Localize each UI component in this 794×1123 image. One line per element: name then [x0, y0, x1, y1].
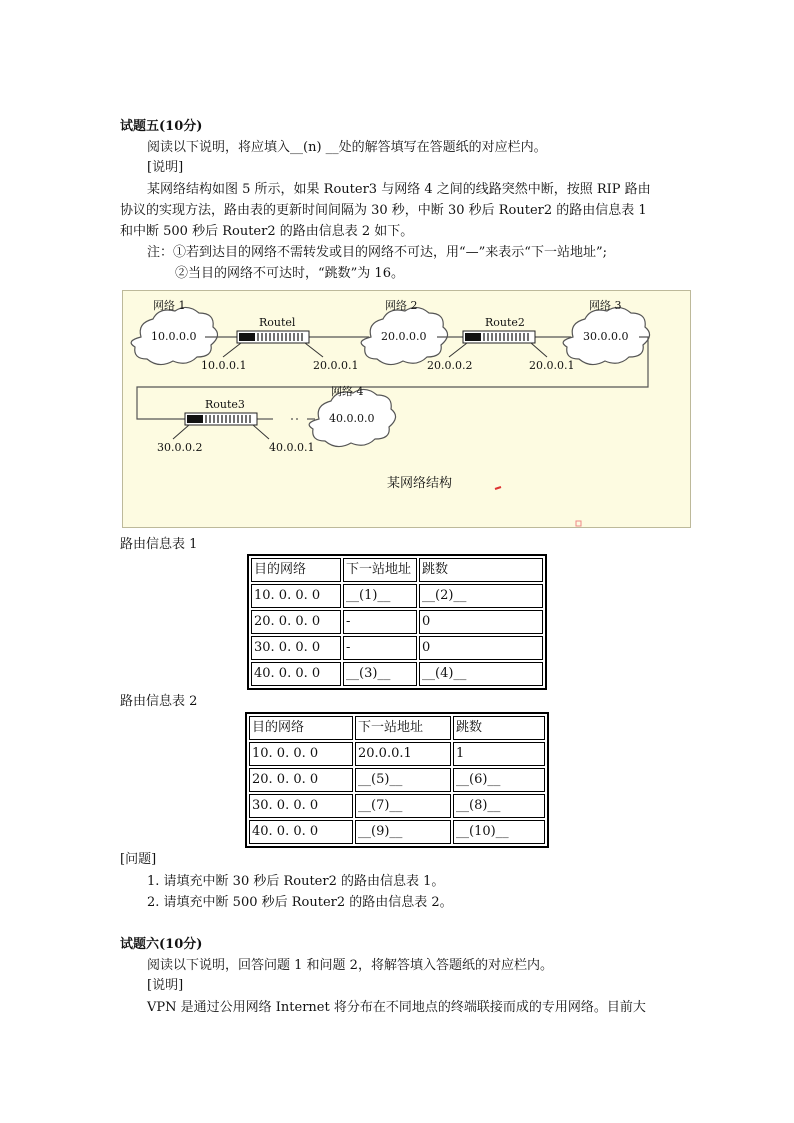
router-3-left-ip: 30.0.0.2	[157, 441, 203, 454]
table-header-cell: 下一站地址	[355, 716, 451, 740]
q5-paragraph-line1: 某网络结构如图 5 所示，如果 Router3 与网络 4 之间的线路突然中断，按照 RIP 路由	[147, 182, 651, 197]
q5-title: 试题五(10分)	[120, 119, 203, 134]
table-cell: -	[343, 610, 417, 634]
routing-table-2	[245, 712, 549, 848]
table-cell: __(1)__	[343, 584, 417, 608]
table-row	[251, 662, 543, 686]
table-cell: __(4)__	[419, 662, 543, 686]
table-row	[249, 820, 545, 844]
router-1-shape	[237, 331, 309, 343]
q5-explain-tag: [说明]	[147, 160, 184, 175]
network-4-ip: 40.0.0.0	[329, 412, 375, 425]
network-2-name: 网络 2	[385, 299, 418, 312]
table-1-title: 路由信息表 1	[120, 537, 198, 552]
table-header-cell: 跳数	[453, 716, 545, 740]
table-cell: __(10)__	[453, 820, 545, 844]
table-row	[251, 610, 543, 634]
table-row	[251, 636, 543, 660]
table-header-cell: 跳数	[419, 558, 543, 582]
router-2-right-ip: 20.0.0.1	[529, 359, 575, 372]
table-cell: 30. 0. 0. 0	[251, 636, 341, 660]
table-cell: __(5)__	[355, 768, 451, 792]
table-cell: 0	[419, 636, 543, 660]
diagram-caption: 某网络结构	[387, 476, 453, 491]
network-1-name: 网络 1	[153, 299, 186, 312]
q6-title: 试题六(10分)	[120, 937, 203, 952]
q5-paragraph-line2: 协议的实现方法，路由表的更新时间间隔为 30 秒，中断 30 秒后 Router2 的路由信息表 1	[120, 203, 647, 218]
q5-intro: 阅读以下说明，将应填入__(n) __处的解答填写在答题纸的对应栏内。	[147, 140, 547, 155]
router-1-right-ip: 20.0.0.1	[313, 359, 359, 372]
q6-paragraph-line1: VPN 是通过公用网络 Internet 将分布在不同地点的终端联接而成的专用网络。目前大	[147, 1000, 646, 1015]
router-2-left-ip: 20.0.0.2	[427, 359, 473, 372]
network-3-ip: 30.0.0.0	[583, 330, 629, 343]
table-cell: 20.0.0.1	[355, 742, 451, 766]
q5-paragraph-line3: 和中断 500 秒后 Router2 的路由信息表 2 如下。	[120, 224, 414, 239]
table-header-cell: 下一站地址	[343, 558, 417, 582]
table-2-title: 路由信息表 2	[120, 694, 198, 709]
table-cell: __(8)__	[453, 794, 545, 818]
table-cell: __(3)__	[343, 662, 417, 686]
table-header-cell: 目的网络	[251, 558, 341, 582]
table-row	[249, 768, 545, 792]
table-header-cell: 目的网络	[249, 716, 353, 740]
table-cell: 40. 0. 0. 0	[251, 662, 341, 686]
router-3-right-ip: 40.0.0.1	[269, 441, 315, 454]
routing-table-1	[247, 554, 547, 690]
table-row	[249, 794, 545, 818]
router-1-left-ip: 10.0.0.1	[201, 359, 247, 372]
table-cell: __(6)__	[453, 768, 545, 792]
table-row	[251, 584, 543, 608]
network-3-name: 网络 3	[589, 299, 622, 312]
router-2-shape	[463, 331, 535, 343]
router-1-name: Routel	[259, 316, 296, 329]
table-row	[251, 558, 543, 582]
table-cell: __(9)__	[355, 820, 451, 844]
q5-note-line2: ②当目的网络不可达时，“跳数”为 16。	[175, 266, 404, 281]
q6-intro: 阅读以下说明，回答问题 1 和问题 2，将解答填入答题纸的对应栏内。	[147, 958, 553, 973]
table-cell: 20. 0. 0. 0	[249, 768, 353, 792]
table-cell: 40. 0. 0. 0	[249, 820, 353, 844]
table-cell: 30. 0. 0. 0	[249, 794, 353, 818]
table-cell: 20. 0. 0. 0	[251, 610, 341, 634]
table-cell: -	[343, 636, 417, 660]
table-cell: 10. 0. 0. 0	[251, 584, 341, 608]
q6-explain-tag: [说明]	[147, 978, 184, 993]
table-row	[249, 742, 545, 766]
table-cell: __(2)__	[419, 584, 543, 608]
router-3-shape	[185, 413, 257, 425]
question-1: 1. 请填充中断 30 秒后 Router2 的路由信息表 1。	[147, 874, 445, 889]
q5-note-line1: 注：①若到达目的网络不需转发或目的网络不可达，用“—”来表示“下一站地址”;	[147, 245, 607, 260]
table-cell: 1	[453, 742, 545, 766]
network-4-name: 网络 4	[331, 385, 364, 398]
network-diagram	[122, 290, 691, 528]
table-cell: __(7)__	[355, 794, 451, 818]
router-2-name: Route2	[485, 316, 525, 329]
network-2-ip: 20.0.0.0	[381, 330, 427, 343]
question-2: 2. 请填充中断 500 秒后 Router2 的路由信息表 2。	[147, 895, 453, 910]
questions-tag: [问题]	[120, 852, 157, 867]
table-cell: 10. 0. 0. 0	[249, 742, 353, 766]
table-cell: 0	[419, 610, 543, 634]
network-1-ip: 10.0.0.0	[151, 330, 197, 343]
table-row	[249, 716, 545, 740]
router-3-name: Route3	[205, 398, 245, 411]
